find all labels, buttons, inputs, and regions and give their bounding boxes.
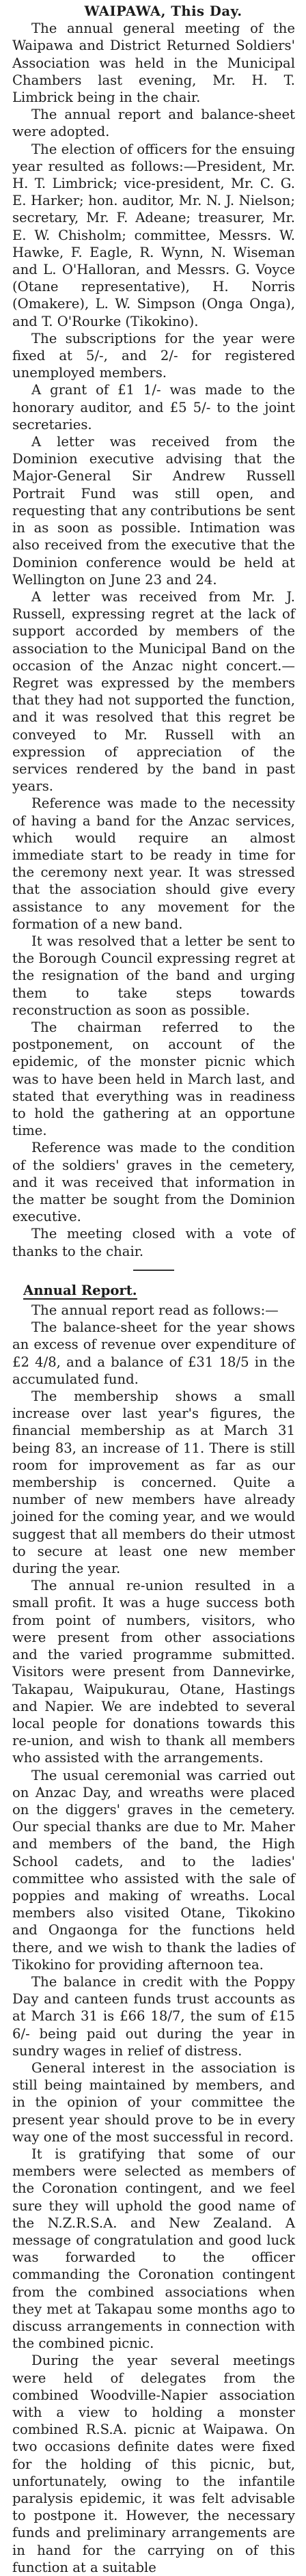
section-subheading <box>12 1282 295 1299</box>
annual-report-body <box>12 1302 295 2576</box>
paragraph: The annual general meeting of the Waipawa and District Returned Soldiers' Association was held in the Municipal Chambers last evening, Mr. H. T. Limbrick being in the chair. <box>12 20 295 106</box>
paragraph: A letter was received from Mr. J. Russell, expressing regret at the lack of support accorded by members of the association to the Municipal Band on the occasion of the Anzac night concert.—Regret was expressed by the members that they had not supported the function, and it was resolved that this regret be conveyed to Mr. Russell with an expression of appreciation of the services rendered by the band in past years. <box>12 588 295 795</box>
subheading-text: Annual Report. <box>23 1282 137 1298</box>
paragraph: The meeting closed with a vote of thanks to the chair. <box>12 1226 295 1259</box>
paragraph: Reference was made to the condition of the soldiers' graves in the cemetery, and it was received that information in the matter be sought from the Dominion executive. <box>12 1140 295 1225</box>
paragraph: A grant of £1 1/- was made to the honorary auditor, and £5 5/- to the joint secretaries. <box>12 382 295 433</box>
paragraph: The balance in credit with the Poppy Day and canteen funds trust accounts as at March 31 is £66 18/7, the sum of £15 6/- being paid out during the year in sundry wages in relief of distress. <box>12 1973 295 2059</box>
paragraph: The balance-sheet for the year shows an excess of revenue over expenditure of £2 4/8, and a balance of £31 18/5 in the accumulated fund. <box>12 1319 295 1387</box>
paragraph: The annual report and balance-sheet were adopted. <box>12 107 295 140</box>
meeting-report-body <box>12 20 295 1260</box>
paragraph: The annual re-union resulted in a small profit. It was a huge success both from point of numbers, visitors, who were present from other associations and the varied programme submitted. Visitors were present from Dannevirke, Takapau, Waipukurau, Otane, Hastings and Napier. We are indebted to several local people for donations towards this re-union, and wish to thank all members who assisted with the arrangements. <box>12 1578 295 1766</box>
paragraph: The membership shows a small increase over last year's figures, the financial membership as at March 31 being 83, an increase of 11. There is still room for improvement as far as our membership is concerned. Quite a number of new members have already joined for the coming year, and we would suggest that all members do their utmost to secure at least one new member during the year. <box>12 1388 295 1577</box>
paragraph: The usual ceremonial was carried out on Anzac Day, and wreaths were placed on the diggers' graves in the cemetery. Our special thanks are due to Mr. Maher and members of the band, the High School cadets, and to the ladies' committee who assisted with the sale of poppies and making of wreaths. Local members also visited Otane, Tikokino and Ongaonga for the functions held there, and we wish to thank the ladies of Tikokino for providing afternoon tea. <box>12 1767 295 1973</box>
paragraph: During the year several meetings were held of delegates from the combined Woodville-Napier association with a view to holding a monster combined R.S.A. picnic at Waipawa. On two occasions definite dates were fixed for the holding of this picnic, but, unfortunately, owing to the infantile paralysis epidemic, it was felt advisable to postpone it. However, the necessary funds and preliminary arrangements are in hand for the carrying on of this function at a suitable <box>12 2353 295 2575</box>
paragraph: The subscriptions for the year were fixed at 5/-, and 2/- for registered unemployed members. <box>12 330 295 381</box>
dateline-place: WAIPAWA, <box>84 3 166 19</box>
paragraph: General interest in the association is still being maintained by members, and in the opinion of your committee the present year should prove to be in every way one of the most successful in record. <box>12 2059 295 2145</box>
paragraph: The chairman referred to the postponement, on account of the epidemic, of the monster picnic which was to have been held in March last, and stated that everything was in readiness to hold the gathering at an opportune time. <box>12 1019 295 1139</box>
paragraph: The election of officers for the ensuing year resulted as follows:—President, Mr. H. T. Limbrick; vice-president, Mr. C. G. E. Harker; hon. auditor, Mr. N. J. Nielson; secretary, Mr. F. Adeane; treasurer, Mr. E. W. Chisholm; committee, Messrs. W. Hawke, F. Eagle, R. Wynn, N. Wiseman and L. O'Halloran, and Messrs. G. Voyce (Otane representative), H. Norris (Omakere), L. W. Simpson (Onga Onga), and T. O'Rourke (Tikokino). <box>12 141 295 329</box>
paragraph: It was resolved that a letter be sent to the Borough Council expressing regret at the resignation of the band and urging them to take steps towards reconstruction as soon as possible. <box>12 933 295 1018</box>
paragraph: Reference was made to the necessity of having a band for the Anzac services, which would require an almost immediate start to be ready in time for the ceremony next year. It was stressed that the association should give every assistance to any movement for the formation of a new band. <box>12 795 295 932</box>
paragraph: The annual report read as follows:— <box>31 1302 279 1319</box>
paragraph: A letter was received from the Dominion executive advising that the Major-General Sir Andrew Russell Portrait Fund was still open, and requesting that any contributions be sent in as soon as possible. Intimation was also received from the executive that the Dominion conference would be held at Wellington on June 23 and 24. <box>12 434 295 588</box>
dateline-rest: This Day. <box>165 3 242 19</box>
dateline <box>12 3 295 20</box>
paragraph: It is gratifying that some of our members were selected as members of the Coronation contingent, and we feel sure they will uphold the good name of the N.Z.R.S.A. and New Zealand. A message of congratulation and good luck was forwarded to the officer commanding the Coronation contingent from the combined associations when they met at Takapau some months ago to discuss arrangements in connection with the combined picnic. <box>12 2146 295 2352</box>
section-divider <box>133 1270 174 1271</box>
